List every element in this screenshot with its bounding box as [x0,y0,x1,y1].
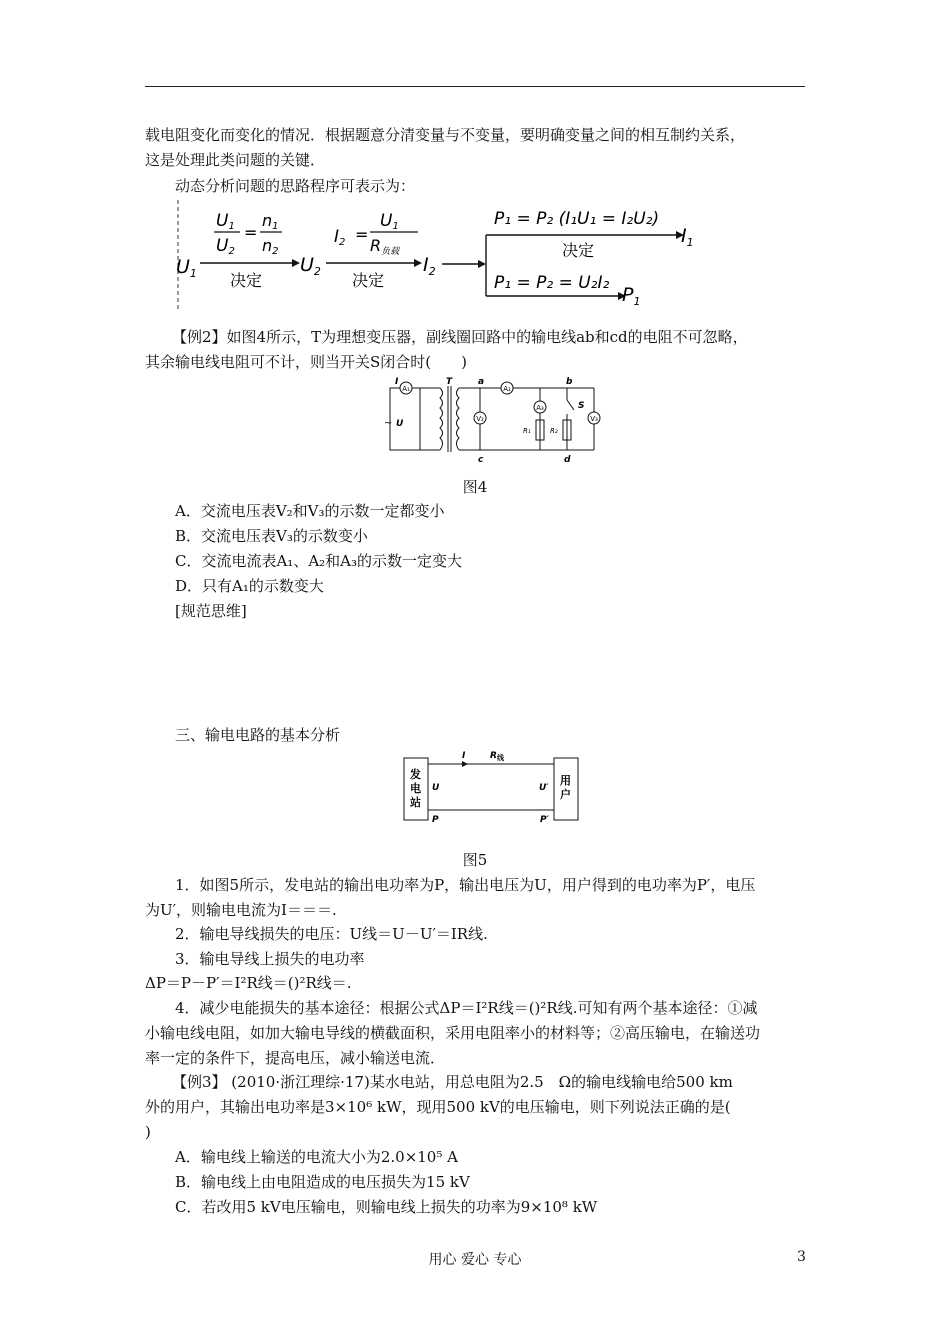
flow-U2: $U_2$ [300,254,321,278]
label-P: P [432,815,439,824]
label-decide: 决定 [230,271,263,290]
option-B: B．交流电压表V₃的示数变小 [175,527,368,545]
label-decide: 决定 [562,241,595,260]
example-3-option-C: C．若改用5 kV电压输电，则输电线上损失的功率为9×10⁸ kW [175,1198,598,1216]
label-c: c [478,455,484,465]
figure-4-caption: 图4 [462,478,488,496]
label-P-prime: P′ [540,815,549,824]
label-R1: R₁ [523,427,531,435]
label-U-prime: U′ [539,783,549,793]
label-U: U [432,783,440,793]
user-label: 用户 [560,774,571,801]
item-3-formula: ΔP＝P－P′＝I²R线＝()²R线＝. [145,974,352,992]
page-footer: 用心 爱心 专心 [428,1252,522,1268]
ammeter-A3: A₃ [536,404,544,412]
equation-power-top: P₁ = P₂ (I₁U₁ = I₂U₂) [494,209,660,229]
item-4-cont: 小输电线电阻，如加大输电导线的横截面积，采用电阻率小的材料等；②高压输电，在输送功 [145,1024,761,1042]
fraction-U1: U1 [216,211,235,232]
example-3-line: 外的用户，其输出电功率是3×10⁶ kW，现用500 kV的电压输电，则下列说法正确的是( [145,1098,731,1116]
label-T: T [446,377,453,387]
section-3-heading: 三、输电电路的基本分析 [175,726,341,744]
item-3: 3．输电导线上损失的电功率 [175,950,365,968]
label-U: U [396,419,404,429]
flow-I1: $I_1$ [681,225,694,249]
item-1-cont: 为U′，则输电电流为I＝＝＝. [145,901,337,919]
fraction-U2: U2 [216,236,235,257]
example-2-line: 【例2】如图4所示，T为理想变压器，副线圈回路中的输电线ab和cd的电阻不可忽略， [172,328,748,346]
fraction-n1: n1 [262,211,279,232]
fraction-n2: n2 [262,236,279,257]
voltmeter-V2: V₂ [476,415,484,423]
item-2: 2．输电导线损失的电压：U线＝U－U′＝IR线. [175,925,488,943]
header-rule [145,86,805,87]
label-a: a [478,377,485,387]
item-4-cont: 率一定的条件下，提高电压，减小输送电流． [145,1049,446,1067]
norm-thinking: [规范思维] [175,602,247,620]
fraction-R-load: R负载 [370,236,400,257]
option-D: D．只有A₁的示数变大 [175,577,324,595]
example-3-line: 【例3】 (2010·浙江理综·17)某水电站，用总电阻为2.5 Ω的输电线输电给500 km [172,1073,733,1091]
example-3-option-B: B．输电线上由电阻造成的电压损失为15 kV [175,1173,470,1191]
dynamic-analysis-flow-diagram [170,198,710,314]
label-S: S [578,401,585,411]
label-R2: R₂ [550,427,558,435]
label-I: I [462,751,466,761]
equation-power-bottom: P₁ = P₂ = U₂I₂ [494,273,610,293]
voltmeter-V3: V₃ [590,415,598,423]
paragraph-line: 载电阻变化而变化的情况．根据题意分清变量与不变量，要明确变量之间的相互制约关系， [145,126,746,144]
svg-text:=: = [355,225,369,244]
example-3-line: ) [145,1123,151,1141]
figure-4-circuit [382,374,604,466]
figure-5-transmission [402,750,582,824]
figure-5-caption: 图5 [462,851,488,869]
option-A: A．交流电压表V₂和V₃的示数一定都变小 [175,502,445,520]
flow-P1: $P_1$ [622,284,641,308]
example-3-option-A: A．输电线上输送的电流大小为2.0×10⁵ A [175,1148,458,1166]
page-number: 3 [797,1249,806,1265]
label-b: b [566,377,573,387]
ammeter-A2: A₂ [503,385,511,393]
paragraph-line: 动态分析问题的思路程序可表示为： [175,177,416,195]
label-R-line: $R_线$ [490,751,504,762]
option-C: C．交流电流表A₁、A₂和A₃的示数一定变大 [175,552,463,570]
label-d: d [564,455,571,465]
item-1: 1．如图5所示，发电站的输出电功率为P，输出电压为U，用户得到的电功率为P′，电压 [175,876,756,894]
item-4: 4．减少电能损失的基本途径：根据公式ΔP＝I²R线＝()²R线.可知有两个基本途径：①减 [175,999,758,1017]
flow-I2: $I_2$ [423,254,436,278]
paragraph-line: 这是处理此类问题的关键． [145,151,326,169]
example-2-line: 其余输电线电阻可不计，则当开关S闭合时( ) [145,353,467,371]
label-decide: 决定 [352,271,385,290]
station-label: 发电站 [410,768,421,809]
ac-source-symbol: ~ [384,418,393,429]
ammeter-A1: A₁ [402,385,410,393]
fraction-U1b: U1 [380,211,399,232]
label-I: I [395,377,399,387]
svg-text:=: = [244,223,258,242]
formula-I2: I2 [334,227,346,248]
flow-U1: $U_1$ [176,256,197,280]
